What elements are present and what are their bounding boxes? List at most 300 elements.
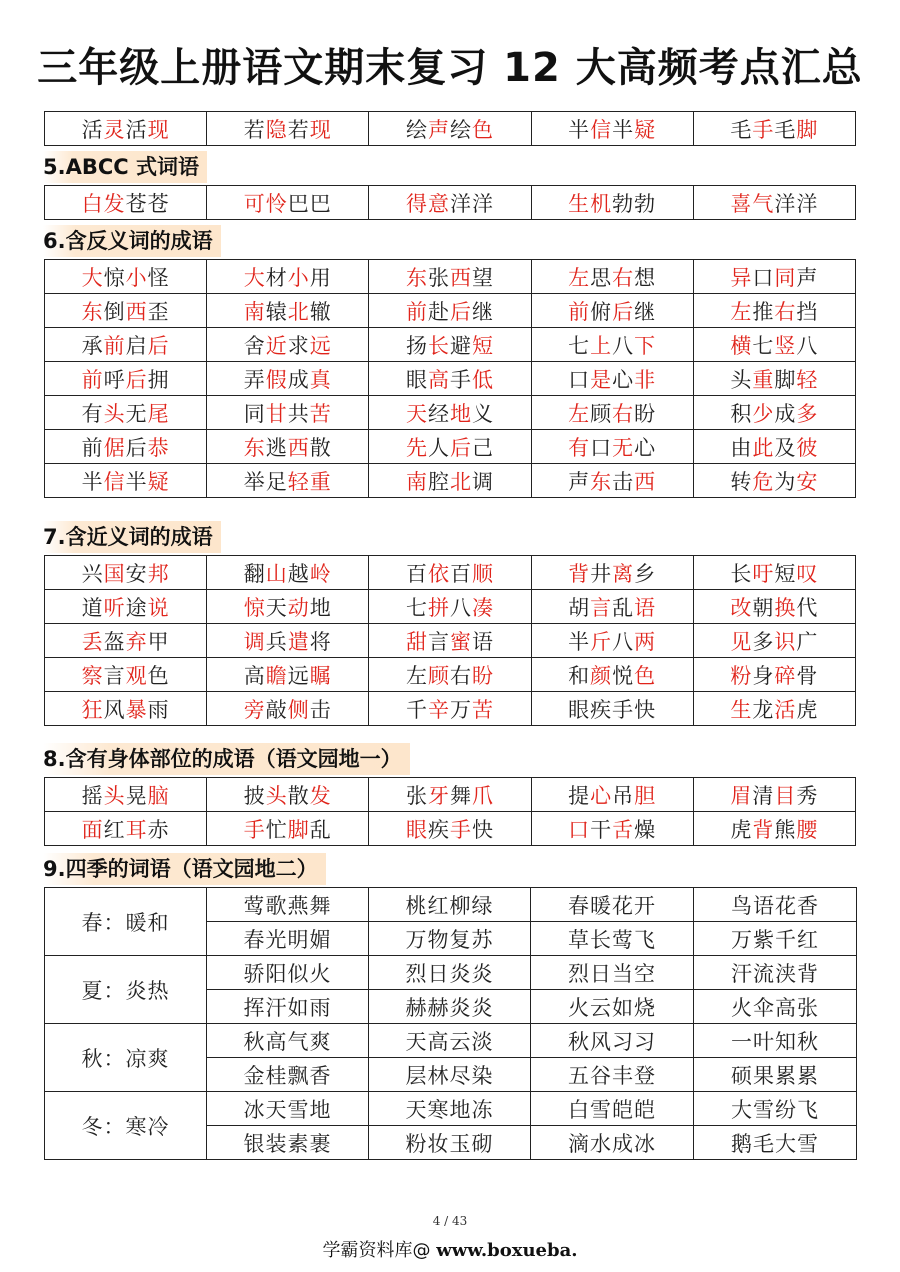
idiom-char: 脚: [774, 367, 797, 392]
idiom-char-highlight: 重: [752, 367, 775, 392]
idiom-char: 半: [612, 117, 635, 142]
idiom-char: 虎: [796, 697, 819, 722]
idiom-char: 广: [796, 629, 819, 654]
idiom-char: 人: [427, 435, 450, 460]
idiom-cell: [369, 112, 531, 146]
season-word-cell: 骄阳似火: [207, 956, 369, 990]
idiom-cell: [693, 556, 855, 590]
idiom-char-highlight: 目: [774, 783, 797, 808]
idiom-char: 晃: [125, 783, 148, 808]
idiom-cell: [531, 556, 693, 590]
idiom-char-highlight: 吁: [752, 561, 775, 586]
idiom-char: 共: [287, 401, 310, 426]
idiom-char-highlight: 东: [590, 469, 613, 494]
idiom-cell: [531, 328, 693, 362]
idiom-char: 转: [730, 469, 753, 494]
season-label: 冬：寒冷: [45, 1092, 207, 1160]
idiom-char: 朝: [752, 595, 775, 620]
idiom-char-highlight: 面: [81, 817, 104, 842]
idiom-char: 材: [265, 265, 288, 290]
idiom-char: 张: [427, 265, 450, 290]
idiom-char-highlight: 地: [449, 401, 472, 426]
table-row: [45, 362, 856, 396]
table-row: [45, 624, 856, 658]
idiom-char: 言: [427, 629, 450, 654]
idiom-cell: [369, 464, 531, 498]
idiom-char-highlight: 恭: [147, 435, 170, 460]
season-word-cell: 金桂飘香: [207, 1058, 369, 1092]
idiom-char: 甲: [147, 629, 170, 654]
idiom-char-highlight: 轻: [796, 367, 819, 392]
idiom-cell: [531, 812, 693, 846]
page-number: 4 / 43: [432, 1214, 468, 1228]
idiom-char: 百: [405, 561, 428, 586]
idiom-char: 拥: [147, 367, 170, 392]
idiom-char-highlight: 假: [265, 367, 288, 392]
idiom-table-body-parts: [44, 777, 856, 846]
season-label: 春：暖和: [45, 888, 207, 956]
season-word-cell: 挥汗如雨: [207, 990, 369, 1024]
idiom-char: 挡: [796, 299, 819, 324]
idiom-char-highlight: 疑: [634, 117, 657, 142]
idiom-char-highlight: 言: [590, 595, 613, 620]
idiom-char: 散: [309, 435, 332, 460]
idiom-char: 弄: [243, 367, 266, 392]
idiom-char: 半: [125, 469, 148, 494]
idiom-char-highlight: 南: [243, 299, 266, 324]
idiom-cell: [45, 328, 207, 362]
idiom-char-highlight: 近: [265, 333, 288, 358]
idiom-cell: [207, 362, 369, 396]
idiom-cell: [45, 778, 207, 812]
idiom-char: 忙: [265, 817, 288, 842]
idiom-char: 由: [730, 435, 753, 460]
idiom-char: 无: [125, 401, 148, 426]
idiom-char-highlight: 多: [796, 401, 819, 426]
idiom-cell: [207, 186, 369, 220]
idiom-char-highlight: 西: [287, 435, 310, 460]
table-row: [45, 1092, 857, 1126]
idiom-table-top: [44, 111, 856, 146]
idiom-char: 盼: [634, 401, 657, 426]
idiom-char: 及: [774, 435, 797, 460]
idiom-char-highlight: 得意: [405, 191, 450, 216]
idiom-char-highlight: 听: [103, 595, 126, 620]
idiom-char: 摇: [81, 783, 104, 808]
season-word-cell: 烈日炎炎: [369, 956, 531, 990]
idiom-char: 己: [471, 435, 494, 460]
season-word-cell: 白雪皑皑: [531, 1092, 694, 1126]
idiom-char: 远: [287, 663, 310, 688]
idiom-char: 秀: [796, 783, 819, 808]
idiom-char: 红: [103, 817, 126, 842]
idiom-char: 语: [471, 629, 494, 654]
idiom-char-highlight: 喜气: [730, 191, 775, 216]
idiom-char-highlight: 下: [634, 333, 657, 358]
idiom-char: 前: [81, 435, 104, 460]
idiom-cell: [207, 294, 369, 328]
idiom-char-highlight: 拼: [427, 595, 450, 620]
idiom-char-highlight: 倨: [103, 435, 126, 460]
idiom-char: 手: [449, 367, 472, 392]
idiom-char-highlight: 头: [103, 401, 126, 426]
season-word-cell: 层林尽染: [369, 1058, 531, 1092]
idiom-char-highlight: 山: [265, 561, 288, 586]
idiom-char: 眼疾手快: [568, 697, 657, 722]
idiom-cell: [693, 396, 855, 430]
idiom-char: 心: [634, 435, 657, 460]
idiom-char: 继: [634, 299, 657, 324]
idiom-char-highlight: 东: [81, 299, 104, 324]
idiom-char-highlight: 长: [427, 333, 450, 358]
site-watermark: [0, 1236, 900, 1262]
idiom-cell: [45, 658, 207, 692]
idiom-char: 逃: [265, 435, 288, 460]
idiom-char-highlight: 彼: [796, 435, 819, 460]
idiom-char-highlight: 动: [287, 595, 310, 620]
idiom-char: 义: [471, 401, 494, 426]
idiom-char-highlight: 西: [634, 469, 657, 494]
idiom-char-highlight: 碎: [774, 663, 797, 688]
idiom-char: 半: [81, 469, 104, 494]
idiom-char: 声: [568, 469, 591, 494]
idiom-char-highlight: 短: [471, 333, 494, 358]
season-word-cell: 五谷丰登: [531, 1058, 694, 1092]
idiom-table-body: [45, 186, 856, 220]
idiom-char: 舞: [449, 783, 472, 808]
idiom-char-highlight: 白发: [81, 191, 126, 216]
idiom-char: 长: [730, 561, 753, 586]
idiom-char-highlight: 耳: [125, 817, 148, 842]
idiom-char: 心: [612, 367, 635, 392]
seasons-table: [44, 887, 857, 1160]
idiom-char: 短: [774, 561, 797, 586]
season-word-cell: 草长莺飞: [531, 922, 694, 956]
idiom-char-highlight: 安: [796, 469, 819, 494]
idiom-cell: [369, 260, 531, 294]
idiom-char-highlight: 叹: [796, 561, 819, 586]
idiom-char: 兵: [265, 629, 288, 654]
table-row: [45, 260, 856, 294]
idiom-char-highlight: 左: [730, 299, 753, 324]
idiom-char-highlight: 惊: [243, 595, 266, 620]
idiom-cell: [207, 112, 369, 146]
idiom-cell: [369, 294, 531, 328]
section-heading-6: 6.含反义词的成语: [43, 225, 221, 257]
idiom-char: 积: [730, 401, 753, 426]
idiom-char-highlight: 危: [752, 469, 775, 494]
idiom-cell: [45, 464, 207, 498]
idiom-char: 辙: [309, 299, 332, 324]
idiom-char-highlight: 大: [243, 265, 266, 290]
idiom-table-antonyms: [44, 259, 856, 498]
idiom-char-highlight: 弃: [125, 629, 148, 654]
idiom-char-highlight: 小: [125, 265, 148, 290]
idiom-cell: [531, 362, 693, 396]
idiom-char-highlight: 顾: [427, 663, 450, 688]
idiom-char: 骨: [796, 663, 819, 688]
idiom-char-highlight: 色: [634, 663, 657, 688]
idiom-char: 雨: [147, 697, 170, 722]
idiom-char-highlight: 天: [405, 401, 428, 426]
idiom-char-highlight: 真: [309, 367, 332, 392]
season-word-cell: 烈日当空: [531, 956, 694, 990]
idiom-char-highlight: 依: [427, 561, 450, 586]
idiom-char-highlight: 前: [568, 299, 591, 324]
page-title: 三年级上册语文期末复习 12 大高频考点汇总: [37, 45, 863, 91]
idiom-char-highlight: 苦: [309, 401, 332, 426]
idiom-char: 乡: [634, 561, 657, 586]
idiom-cell: [207, 260, 369, 294]
idiom-cell: [531, 260, 693, 294]
idiom-cell: [45, 556, 207, 590]
idiom-char: 眼: [405, 367, 428, 392]
idiom-cell: [693, 692, 855, 726]
idiom-char-highlight: 换: [774, 595, 797, 620]
idiom-char-highlight: 头: [265, 783, 288, 808]
idiom-char: 毛: [730, 117, 753, 142]
idiom-char-highlight: 见: [730, 629, 753, 654]
idiom-char: 千: [405, 697, 428, 722]
idiom-char: 乱: [612, 595, 635, 620]
idiom-char-highlight: 后: [147, 333, 170, 358]
idiom-char: 八: [612, 333, 635, 358]
season-word-cell: 万紫千红: [694, 922, 857, 956]
idiom-char-highlight: 右: [774, 299, 797, 324]
idiom-cell: [45, 362, 207, 396]
idiom-char-highlight: 小: [287, 265, 310, 290]
idiom-char-highlight: 右: [612, 265, 635, 290]
idiom-char-highlight: 遣: [287, 629, 310, 654]
idiom-cell: [693, 624, 855, 658]
idiom-char-highlight: 后: [449, 299, 472, 324]
idiom-char: 口: [568, 367, 591, 392]
idiom-cell: [207, 658, 369, 692]
idiom-char: 活: [125, 117, 148, 142]
idiom-char-highlight: 西: [449, 265, 472, 290]
idiom-char: 龙: [752, 697, 775, 722]
season-label: 秋：凉爽: [45, 1024, 207, 1092]
idiom-char-highlight: 口: [568, 817, 591, 842]
idiom-char-highlight: 大: [81, 265, 104, 290]
idiom-char-highlight: 眉: [730, 783, 753, 808]
season-word-cell: 银装素裹: [207, 1126, 369, 1160]
idiom-char: 同: [243, 401, 266, 426]
idiom-char-highlight: 低: [471, 367, 494, 392]
idiom-char: 提: [568, 783, 591, 808]
idiom-char: 七: [568, 333, 591, 358]
idiom-char-highlight: 爪: [471, 783, 494, 808]
idiom-cell: [531, 658, 693, 692]
idiom-char-highlight: 生: [730, 697, 753, 722]
idiom-char: 右: [449, 663, 472, 688]
idiom-char-highlight: 后: [449, 435, 472, 460]
table-row: [45, 692, 856, 726]
table-row: [45, 556, 856, 590]
idiom-char: 赤: [147, 817, 170, 842]
idiom-char: 百: [449, 561, 472, 586]
table-row: [45, 186, 856, 220]
idiom-char-highlight: 发: [309, 783, 332, 808]
idiom-char: 腔: [427, 469, 450, 494]
idiom-char-highlight: 国: [103, 561, 126, 586]
idiom-char: 惊: [103, 265, 126, 290]
idiom-char: 风: [103, 697, 126, 722]
idiom-cell: [531, 112, 693, 146]
idiom-cell: [531, 396, 693, 430]
idiom-char-highlight: 同: [774, 265, 797, 290]
idiom-cell: [693, 112, 855, 146]
season-word-cell: 鸟语花香: [694, 888, 857, 922]
idiom-char-highlight: 背: [568, 561, 591, 586]
idiom-char-highlight: 可怜: [243, 191, 288, 216]
table-row: [45, 328, 856, 362]
idiom-char-highlight: 苦: [471, 697, 494, 722]
idiom-char-highlight: 语: [634, 595, 657, 620]
idiom-char: 越: [287, 561, 310, 586]
idiom-char-highlight: 脚: [796, 117, 819, 142]
idiom-char: 身: [752, 663, 775, 688]
idiom-cell: [207, 778, 369, 812]
idiom-cell: [207, 692, 369, 726]
idiom-char: 虎: [730, 817, 753, 842]
idiom-char-highlight: 腰: [796, 817, 819, 842]
idiom-char-highlight: 灵: [103, 117, 126, 142]
table-row: [45, 778, 856, 812]
idiom-char-highlight: 斤: [590, 629, 613, 654]
idiom-char: 后: [125, 435, 148, 460]
idiom-char-highlight: 左: [568, 401, 591, 426]
idiom-char: 顾: [590, 401, 613, 426]
idiom-char-highlight: 高: [427, 367, 450, 392]
idiom-cell: [45, 692, 207, 726]
season-word-cell: 天高云淡: [369, 1024, 531, 1058]
section-heading-8: 8.含有身体部位的成语（语文园地一）: [43, 743, 410, 775]
idiom-char-highlight: 说: [147, 595, 170, 620]
idiom-char-highlight: 东: [243, 435, 266, 460]
table-row: [45, 888, 857, 922]
idiom-table-body: [45, 112, 856, 146]
idiom-char-highlight: 牙: [427, 783, 450, 808]
idiom-char: 思: [590, 265, 613, 290]
idiom-char-highlight: 脚: [287, 817, 310, 842]
idiom-char-highlight: 有: [568, 435, 591, 460]
idiom-char: 熊: [774, 817, 797, 842]
idiom-cell: [531, 692, 693, 726]
table-row: [45, 956, 857, 990]
idiom-char-highlight: 疑: [147, 469, 170, 494]
idiom-char-highlight: 邦: [147, 561, 170, 586]
idiom-char: 干: [590, 817, 613, 842]
idiom-char-highlight: 东: [405, 265, 428, 290]
table-row: [45, 430, 856, 464]
idiom-char-highlight: 甜: [405, 629, 428, 654]
idiom-char: 乱: [309, 817, 332, 842]
idiom-char-highlight: 察: [81, 663, 104, 688]
idiom-char-highlight: 是: [590, 367, 613, 392]
season-word-cell: 春暖花开: [531, 888, 694, 922]
idiom-char-highlight: 声: [427, 117, 450, 142]
season-word-cell: 粉妆玉砌: [369, 1126, 531, 1160]
idiom-char-highlight: 舌: [612, 817, 635, 842]
table-row: [45, 396, 856, 430]
idiom-char: 求: [287, 333, 310, 358]
idiom-char: 经: [427, 401, 450, 426]
idiom-char: 将: [309, 629, 332, 654]
table-row: [45, 812, 856, 846]
idiom-cell: [531, 294, 693, 328]
idiom-char-highlight: 上: [590, 333, 613, 358]
season-word-cell: 万物复苏: [369, 922, 531, 956]
idiom-char: 半: [568, 629, 591, 654]
idiom-cell: [369, 590, 531, 624]
idiom-char-highlight: 辛: [427, 697, 450, 722]
idiom-char-highlight: 调: [243, 629, 266, 654]
idiom-cell: [531, 778, 693, 812]
table-row: [45, 658, 856, 692]
idiom-char-highlight: 瞩: [309, 663, 332, 688]
idiom-table-body: [45, 260, 856, 498]
idiom-cell: [45, 590, 207, 624]
idiom-cell: [45, 112, 207, 146]
idiom-char: 翻: [243, 561, 266, 586]
idiom-char-highlight: 轻重: [287, 469, 332, 494]
idiom-char-highlight: 生机: [568, 191, 613, 216]
idiom-char: 八: [449, 595, 472, 620]
idiom-char-highlight: 盼: [471, 663, 494, 688]
idiom-char-highlight: 远: [309, 333, 332, 358]
idiom-char: 左: [405, 663, 428, 688]
idiom-cell: [207, 812, 369, 846]
idiom-table-body: [45, 556, 856, 726]
idiom-cell: [693, 186, 855, 220]
idiom-char-highlight: 手: [243, 817, 266, 842]
idiom-char: 毛: [774, 117, 797, 142]
season-word-cell: 火伞高张: [694, 990, 857, 1024]
idiom-char: 巴巴: [287, 191, 332, 216]
idiom-char: 头: [730, 367, 753, 392]
idiom-char-highlight: 现: [147, 117, 170, 142]
idiom-char: 途: [125, 595, 148, 620]
idiom-char: 吊: [612, 783, 635, 808]
idiom-char: 赴: [427, 299, 450, 324]
idiom-char-highlight: 凑: [471, 595, 494, 620]
idiom-cell: [45, 430, 207, 464]
season-word-cell: 大雪纷飞: [694, 1092, 857, 1126]
idiom-char-highlight: 信: [103, 469, 126, 494]
season-word-cell: 秋高气爽: [207, 1024, 369, 1058]
idiom-char: 井: [590, 561, 613, 586]
idiom-table-body: [45, 778, 856, 846]
idiom-char: 有: [81, 401, 104, 426]
idiom-char-highlight: 西: [125, 299, 148, 324]
idiom-char: 歪: [147, 299, 170, 324]
idiom-char: 半: [568, 117, 591, 142]
season-word-cell: 火云如烧: [531, 990, 694, 1024]
idiom-cell: [369, 328, 531, 362]
idiom-char: 盔: [103, 629, 126, 654]
idiom-char: 启: [125, 333, 148, 358]
idiom-char: 披: [243, 783, 266, 808]
idiom-cell: [369, 186, 531, 220]
idiom-char-highlight: 活: [774, 697, 797, 722]
idiom-char: 兴: [81, 561, 104, 586]
idiom-char-highlight: 蜜: [449, 629, 472, 654]
idiom-char: 击: [309, 697, 332, 722]
idiom-char-highlight: 尾: [147, 401, 170, 426]
idiom-char: 呼: [103, 367, 126, 392]
idiom-cell: [693, 260, 855, 294]
